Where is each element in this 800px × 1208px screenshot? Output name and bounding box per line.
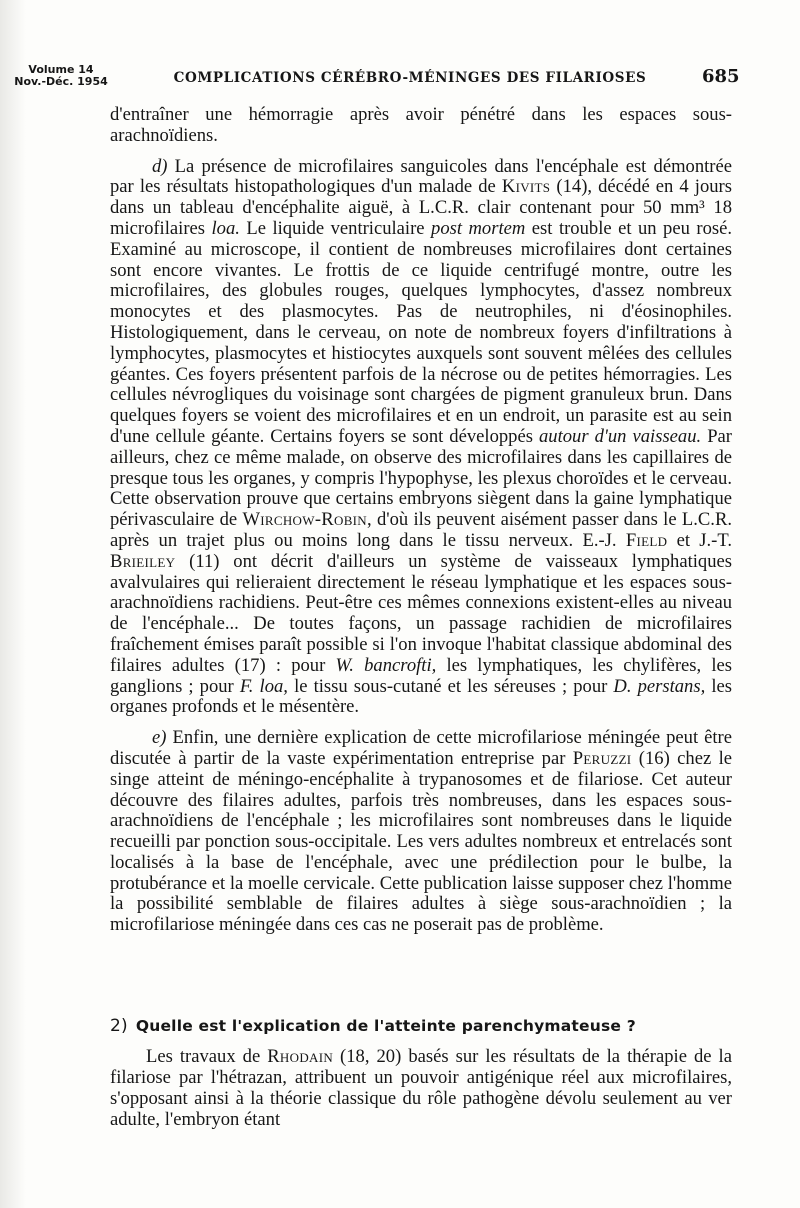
- author-name: Brieiley: [110, 550, 176, 572]
- page-gutter-shadow: [0, 0, 26, 1208]
- text-run: les lymphatiques, les chylifères, les ganglions ; pour: [110, 654, 732, 697]
- species-name: D. perstans,: [613, 675, 706, 697]
- text-run: et J.-T.: [667, 529, 733, 551]
- latin-phrase: post mortem: [431, 217, 526, 239]
- running-title: COMPLICATIONS CÉRÉBRO-MÉNINGES DES FILARIOSES: [173, 70, 647, 86]
- text-run: (18, 20) basés sur les résultats de la thérapie de la filariose par l'hétrazan, attribuent un pouvoir antigénique réel aux microfilaires, s'opposant ainsi à la théorie classique du rôle pathogène dévolu seulement au ver adulte, l'embryon étant: [110, 1046, 732, 1130]
- species-name: W. bancrofti,: [335, 654, 437, 676]
- species-name: F. loa,: [239, 675, 288, 697]
- text-run: La présence de microfilaires sanguicoles dans l'encéphale est démontrée par les résultats histopathologiques d'un malade de: [110, 155, 732, 198]
- author-name: Rhodain: [267, 1046, 334, 1067]
- text-run: Le liquide ventriculaire: [239, 217, 432, 239]
- section-number: 2): [110, 1016, 128, 1036]
- text-run: Par ailleurs, chez ce même malade, on observe des microfilaires dans les capillaires de presque tous les organes, y compris l'hypophyse, les plexus choroïdes et le cerveau. Cette observation prouve que certains embryons siègent dans la gaine lymphatique périvasculaire de: [110, 425, 732, 531]
- author-name: Peruzzi: [572, 747, 632, 769]
- volume-label: [8, 64, 114, 88]
- species-name: loa.: [211, 217, 240, 239]
- text-run: les organes profonds et le mésentère.: [110, 675, 733, 718]
- paragraph-d: [110, 157, 732, 719]
- page-number: 685: [702, 66, 740, 87]
- text-run: , d'où ils peuvent aisément passer dans le L.C.R. après un trajet plus ou moins long dans le tissu nerveux. E.-J.: [110, 509, 732, 551]
- paragraph-continuation: d'entraîner une hémorragie après avoir pénétré dans les espaces sous-arachnoïdiens.: [110, 104, 732, 146]
- volume-date: Nov.-Déc. 1954: [14, 75, 108, 88]
- section-heading: [110, 1016, 732, 1036]
- text-run: le tissu sous-cutané et les séreuses ; pour: [287, 675, 614, 697]
- volume-number: Volume 14: [28, 63, 94, 76]
- author-name: Kivits: [501, 176, 551, 198]
- author-name: Wirchow-Robin: [242, 509, 367, 531]
- text-run: est trouble et un peu rosé. Examiné au microscope, il contient de nombreuses microfilaires dont certaines sont encore vivantes. Le frottis de ce liquide centrifugé montre, outre les microfilaires, des globules rouges, quelques lymphocytes, d'assez nombreux monocytes et des plasmocytes. Pas de neutrophiles, ni d'éosinophiles. Histologiquement, dans le cerveau, on note de nombreux foyers d'infiltrations à lymphocytes, plasmocytes et histiocytes auxquels sont souvent mêlées des cellules géantes. Ces foyers présentent parfois de la nécrose ou de petites hémorragies. Les cellules névrogliques du voisinage sont chargées de pigment granuleux brun. Dans quelques foyers se voient des microfilaires et en un endroit, un parasite est au sein d'une cellule géante. Certains foyers se sont développés: [110, 217, 733, 447]
- paragraph-final: [110, 1046, 732, 1130]
- text-run: (14), décédé en 4 jours dans un tableau d'encéphalite aiguë, à L.C.R. clair contenant pour 50 mm³ 18 microfilaires: [110, 176, 732, 239]
- paragraph-e: [110, 728, 732, 936]
- author-name: Field: [625, 529, 668, 551]
- text-run: Les travaux de: [146, 1046, 268, 1067]
- text-run: (11) ont décrit d'ailleurs un système de vaisseaux lymphatiques avalvulaires qui relieraient directement le réseau lymphatique et les espaces sous-arachnoïdiens rachidiens. Peut-être ces mêmes connexions existent-elles au niveau de l'encéphale... De toutes façons, un passage rachidien de microfilaires fraîchement émises paraît possible si l'on invoque l'habitat classique abdominal des filaires adultes (17) : pour: [110, 550, 732, 676]
- text-run: (16) chez le singe atteint de méningo-encéphalite à trypanosomes et de filariose. Cet auteur découvre des filaires adultes, parfois très nombreuses, dans les espaces sous-arachnoïdiens de l'encéphale ; les microfilaires sont nombreuses dans le liquide recueilli par ponction sous-occipitale. Les vers adultes nombreux et entrelacés sont localisés à la base de l'encéphale, avec une prédilection pour le bulbe, la protubérance et la moelle cervicale. Cette publication laisse supposer chez l'homme la possibilité semblable de filaires adultes à siège sous-arachnoïdien ; la microfilariose méningée dans ces cas ne poserait pas de problème.: [110, 747, 732, 936]
- emphasis-phrase: autour d'un vaisseau.: [538, 425, 702, 447]
- article-body: [110, 105, 732, 946]
- item-label-e: e): [152, 727, 167, 749]
- section-title: Quelle est l'explication de l'atteinte parenchymateuse ?: [135, 1017, 636, 1035]
- item-label-d: d): [152, 155, 168, 177]
- text-run: Enfin, une dernière explication de cette microfilariose méningée peut être discutée à partir de la vaste expérimentation entreprise par: [110, 727, 732, 769]
